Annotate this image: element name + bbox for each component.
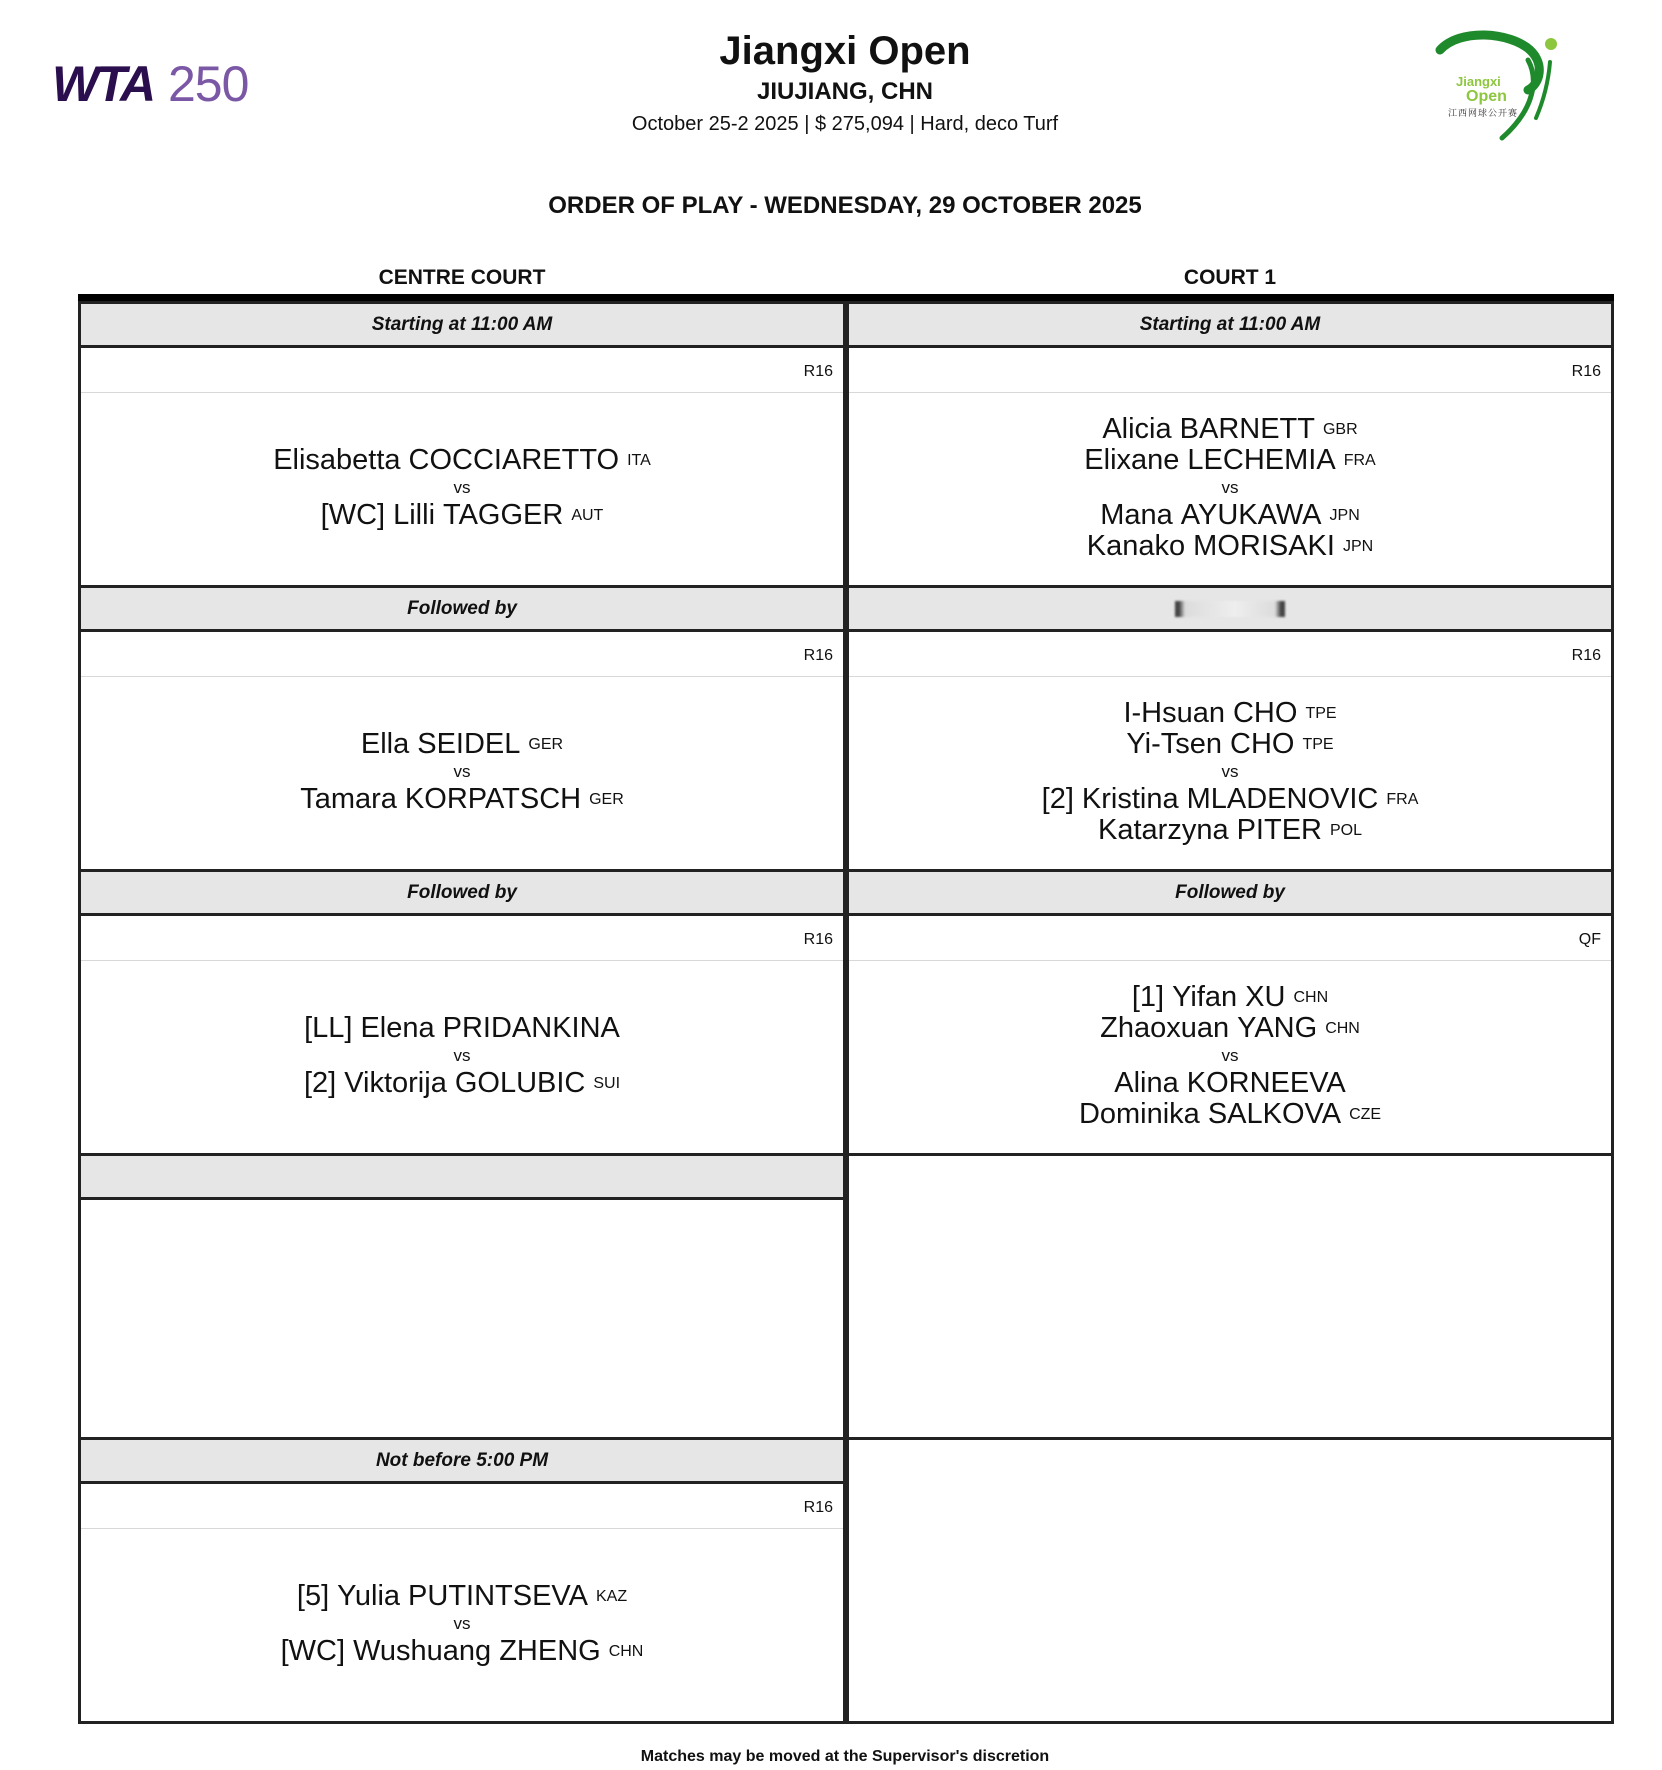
match-slot (846, 585, 1614, 872)
match-round: R16 (81, 632, 843, 677)
player-last-name: GOLUBIC (454, 1067, 586, 1099)
player-country: CHN (1293, 989, 1329, 1006)
player-last-name: LECHEMIA (1187, 444, 1336, 476)
player-line (849, 1068, 1611, 1099)
player-seed: [WC] (320, 499, 386, 531)
player-first-name: Viktorija (344, 1067, 447, 1099)
player-first-name: Elena (360, 1012, 435, 1044)
match-round: R16 (849, 348, 1611, 393)
player-first-name: Elixane (1084, 444, 1180, 476)
match-slot (846, 1437, 1614, 1724)
player-line (81, 1068, 843, 1099)
player-first-name: Dominika (1078, 1098, 1200, 1130)
match-card (81, 961, 843, 1151)
player-first-name: Ella (360, 728, 410, 760)
player-line (849, 500, 1611, 531)
player-first-name: Alicia (1102, 413, 1172, 445)
match-round: R16 (81, 1484, 843, 1529)
player-last-name: YANG (1237, 1012, 1318, 1044)
slot-header (81, 1156, 843, 1200)
match-slot (846, 301, 1614, 588)
jiangxi-logo-line3: 江西网球公开赛 (1448, 108, 1519, 118)
match-slot (78, 585, 846, 872)
player-seed: [LL] (304, 1012, 353, 1044)
player-line (81, 729, 843, 760)
player-last-name: SALKOVA (1207, 1098, 1342, 1130)
match-round: QF (849, 916, 1611, 961)
player-first-name: Zhaoxuan (1100, 1012, 1230, 1044)
player-line (849, 1099, 1611, 1130)
player-first-name: Tamara (300, 783, 397, 815)
jiangxi-open-logo (1420, 20, 1580, 150)
player-last-name: COCCIARETTO (408, 444, 620, 476)
versus-label: vs (1221, 762, 1239, 781)
match-slot (78, 869, 846, 1156)
player-line (849, 815, 1611, 846)
slot-header: Starting at 11:00 AM (81, 304, 843, 348)
footer-note: Matches may be moved at the Supervisor's discretion (640, 1748, 1050, 1765)
slot-header: Not before 5:00 PM (81, 1440, 843, 1484)
player-first-name: Wushuang (353, 1635, 492, 1667)
match-slot (846, 869, 1614, 1156)
slot-header: Starting at 11:00 AM (849, 304, 1611, 348)
versus-label: vs (453, 762, 471, 781)
player-last-name: TAGGER (443, 499, 564, 531)
player-line (849, 445, 1611, 476)
order-of-play-title: ORDER OF PLAY - WEDNESDAY, 29 OCTOBER 2025 (548, 192, 1142, 219)
redacted-text (1175, 601, 1285, 617)
player-line (849, 414, 1611, 445)
player-country: SUI (593, 1075, 621, 1092)
player-seed: [5] (296, 1580, 330, 1612)
player-country: FRA (1386, 791, 1419, 808)
player-country: AUT (571, 507, 604, 524)
slot-header-redacted (849, 588, 1611, 632)
match-slot (78, 301, 846, 588)
player-first-name: Yulia (337, 1580, 401, 1612)
tournament-city: JIUJIANG, CHN (756, 78, 934, 105)
player-country: TPE (1305, 705, 1337, 722)
player-first-name: Lilli (393, 499, 436, 531)
player-line (81, 445, 843, 476)
player-country: ITA (627, 452, 651, 469)
player-first-name: Yifan (1172, 981, 1238, 1013)
match-card (81, 393, 843, 583)
player-last-name: PUTINTSEVA (408, 1580, 588, 1612)
player-first-name: Kanako (1086, 530, 1186, 562)
versus-label: vs (453, 1614, 471, 1633)
player-country: JPN (1329, 507, 1360, 524)
player-first-name: Elisabetta (273, 444, 401, 476)
tournament-name: Jiangxi Open (719, 29, 971, 73)
player-first-name: I-Hsuan (1123, 697, 1225, 729)
player-country: GER (528, 736, 564, 753)
match-round: R16 (849, 632, 1611, 677)
player-last-name: MLADENOVIC (1186, 783, 1379, 815)
slot-header: Followed by (81, 588, 843, 632)
player-line (81, 1636, 843, 1667)
player-last-name: CHO (1232, 697, 1298, 729)
player-country: FRA (1343, 452, 1376, 469)
player-seed: [2] (1041, 783, 1074, 815)
player-line (849, 531, 1611, 562)
player-country: GBR (1322, 421, 1358, 438)
player-first-name: Kristina (1081, 783, 1179, 815)
wta-logo-level: 250 (168, 56, 249, 112)
player-line (81, 1581, 843, 1612)
match-slot (78, 1153, 846, 1440)
player-country: CHN (608, 1643, 644, 1660)
player-first-name: Alina (1114, 1067, 1179, 1099)
player-last-name: SEIDEL (417, 728, 521, 760)
tournament-info: October 25-2 2025 | $ 275,094 | Hard, deco Turf (631, 113, 1059, 135)
player-line (849, 698, 1611, 729)
versus-label: vs (1221, 478, 1239, 497)
player-last-name: XU (1245, 981, 1286, 1013)
versus-label: vs (453, 1046, 471, 1065)
player-last-name: KORPATSCH (404, 783, 582, 815)
slot-header: Followed by (81, 872, 843, 916)
player-line (81, 784, 843, 815)
player-last-name: PITER (1236, 814, 1322, 846)
slot-header: Followed by (849, 872, 1611, 916)
player-seed: [2] (303, 1067, 337, 1099)
player-last-name: CHO (1230, 728, 1295, 760)
jiangxi-logo-line2: Open (1466, 88, 1507, 105)
header-divider (78, 294, 1614, 301)
match-card (81, 677, 843, 867)
court-header-court-1: COURT 1 (1183, 266, 1277, 289)
player-line (849, 729, 1611, 760)
versus-label: vs (1221, 1046, 1239, 1065)
player-seed: [WC] (280, 1635, 346, 1667)
match-card (849, 677, 1611, 867)
match-card (849, 961, 1611, 1151)
player-line (849, 1013, 1611, 1044)
tournament-header (0, 26, 1662, 140)
player-line (81, 500, 843, 531)
player-first-name: Mana (1100, 499, 1173, 531)
court-header-centre: CENTRE COURT (378, 266, 546, 289)
match-slot (846, 1153, 1614, 1440)
player-line (81, 1013, 843, 1044)
player-line (849, 784, 1611, 815)
player-country: CHN (1325, 1020, 1360, 1037)
player-first-name: Yi-Tsen (1126, 728, 1223, 760)
player-country: CZE (1349, 1106, 1382, 1123)
wta-logo-text: WTA (52, 56, 154, 112)
player-last-name: PRIDANKINA (442, 1012, 620, 1044)
player-seed: [1] (1131, 981, 1165, 1013)
match-round: R16 (81, 916, 843, 961)
match-slot (78, 1437, 846, 1724)
player-last-name: MORISAKI (1193, 530, 1335, 562)
jiangxi-logo-line1: Jiangxi (1456, 74, 1501, 89)
player-first-name: Katarzyna (1098, 814, 1229, 846)
player-country: KAZ (595, 1588, 628, 1605)
match-card (849, 393, 1611, 583)
player-country: POL (1329, 822, 1362, 839)
player-country: TPE (1302, 736, 1334, 753)
player-country: JPN (1342, 538, 1374, 555)
player-country: GER (589, 791, 624, 808)
player-line (849, 982, 1611, 1013)
player-last-name: KORNEEVA (1186, 1067, 1346, 1099)
player-last-name: ZHENG (499, 1635, 601, 1667)
player-last-name: BARNETT (1179, 413, 1315, 445)
versus-label: vs (453, 478, 471, 497)
player-last-name: AYUKAWA (1180, 499, 1322, 531)
match-round: R16 (81, 348, 843, 393)
match-card (81, 1529, 843, 1719)
